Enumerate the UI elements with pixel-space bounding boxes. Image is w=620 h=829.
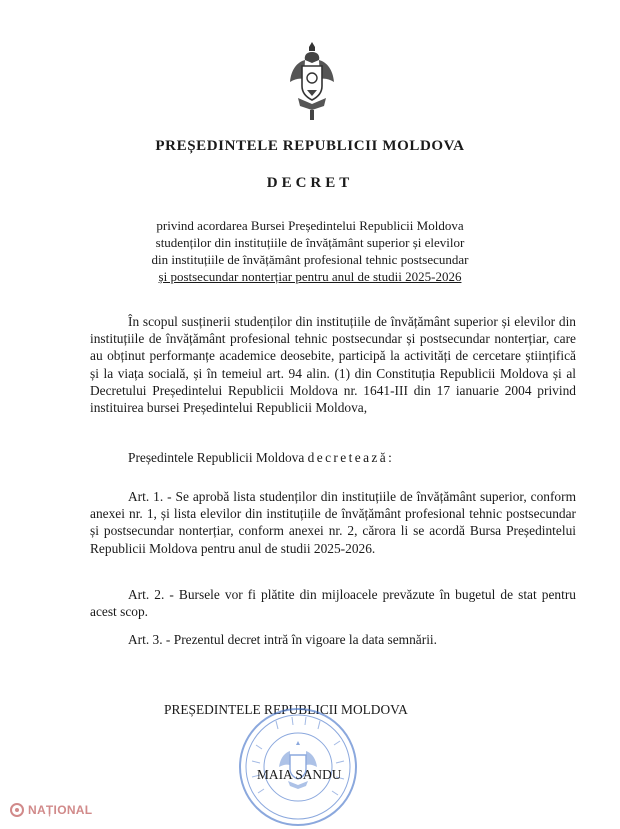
decrees-intro: Președintele Republicii Moldova [128,450,305,465]
issuer-title: PREȘEDINTELE REPUBLICII MOLDOVA [155,138,465,154]
decree-subject [100,217,520,285]
document-type-title: DECRET [266,175,354,191]
article-1 [90,488,576,557]
article-1-text: Art. 1. - Se aprobă lista studenților din instituțiile de învățământ superior, conform anexei nr. 1, și lista elevilor din instituțiile de învățământ profesional tehnic postsecundar și postsecundar nonterțiar, conform anexei nr. 2, cărora li se acordă Bursa Președintelui Republicii Moldova pentru anul de studii 2025-2026. [90,489,576,556]
article-2-text: Art. 2. - Bursele vor fi plătite din mijloacele prevăzute în bugetul de stat pentru acest scop. [90,587,576,620]
article-2 [90,586,576,620]
subject-line: studenților din instituțiile de învățământ superior și elevilor [155,235,465,250]
national-logo-icon [10,803,24,817]
subject-line: și postsecundar nonterțiar pentru anul de studii 2025-2026 [158,269,462,284]
decrees-line [128,449,548,466]
publisher-watermark [10,800,92,820]
decrees-verb: decretează: [307,450,395,465]
article-3-text: Art. 3. - Prezentul decret intră în vigoare la data semnării. [128,632,437,647]
subject-line: privind acordarea Bursei Președintelui Republicii Moldova [156,218,464,233]
coat-of-arms-emblem [288,38,336,122]
preamble-paragraph [90,313,576,416]
article-3 [128,631,548,648]
signature-title: PREȘEDINTELE REPUBLICII MOLDOVA [164,702,408,717]
watermark-text: NAȚIONAL [28,803,93,817]
preamble-text: În scopul susținerii studenților din instituțiile de învățământ superior și elevilor din instituțiile de învățământ profesional tehnic postsecundar și postsecundar nonterțiar, care au obținut performanțe academice deosebite, participă la activități de cercetare științifică și la viața socială, și în temeiul art. 94 alin. (1) din Constituția Republicii Moldova și al Decretului Președintelui Republicii Moldova nr. 1641-III din 17 ianuarie 2004 privind instituirea bursei Președintelui Republicii Moldova, [90,314,576,416]
subject-line: din instituțiile de învățământ profesional tehnic postsecundar [151,252,469,267]
signer-name: MAIA SANDU [257,767,342,782]
